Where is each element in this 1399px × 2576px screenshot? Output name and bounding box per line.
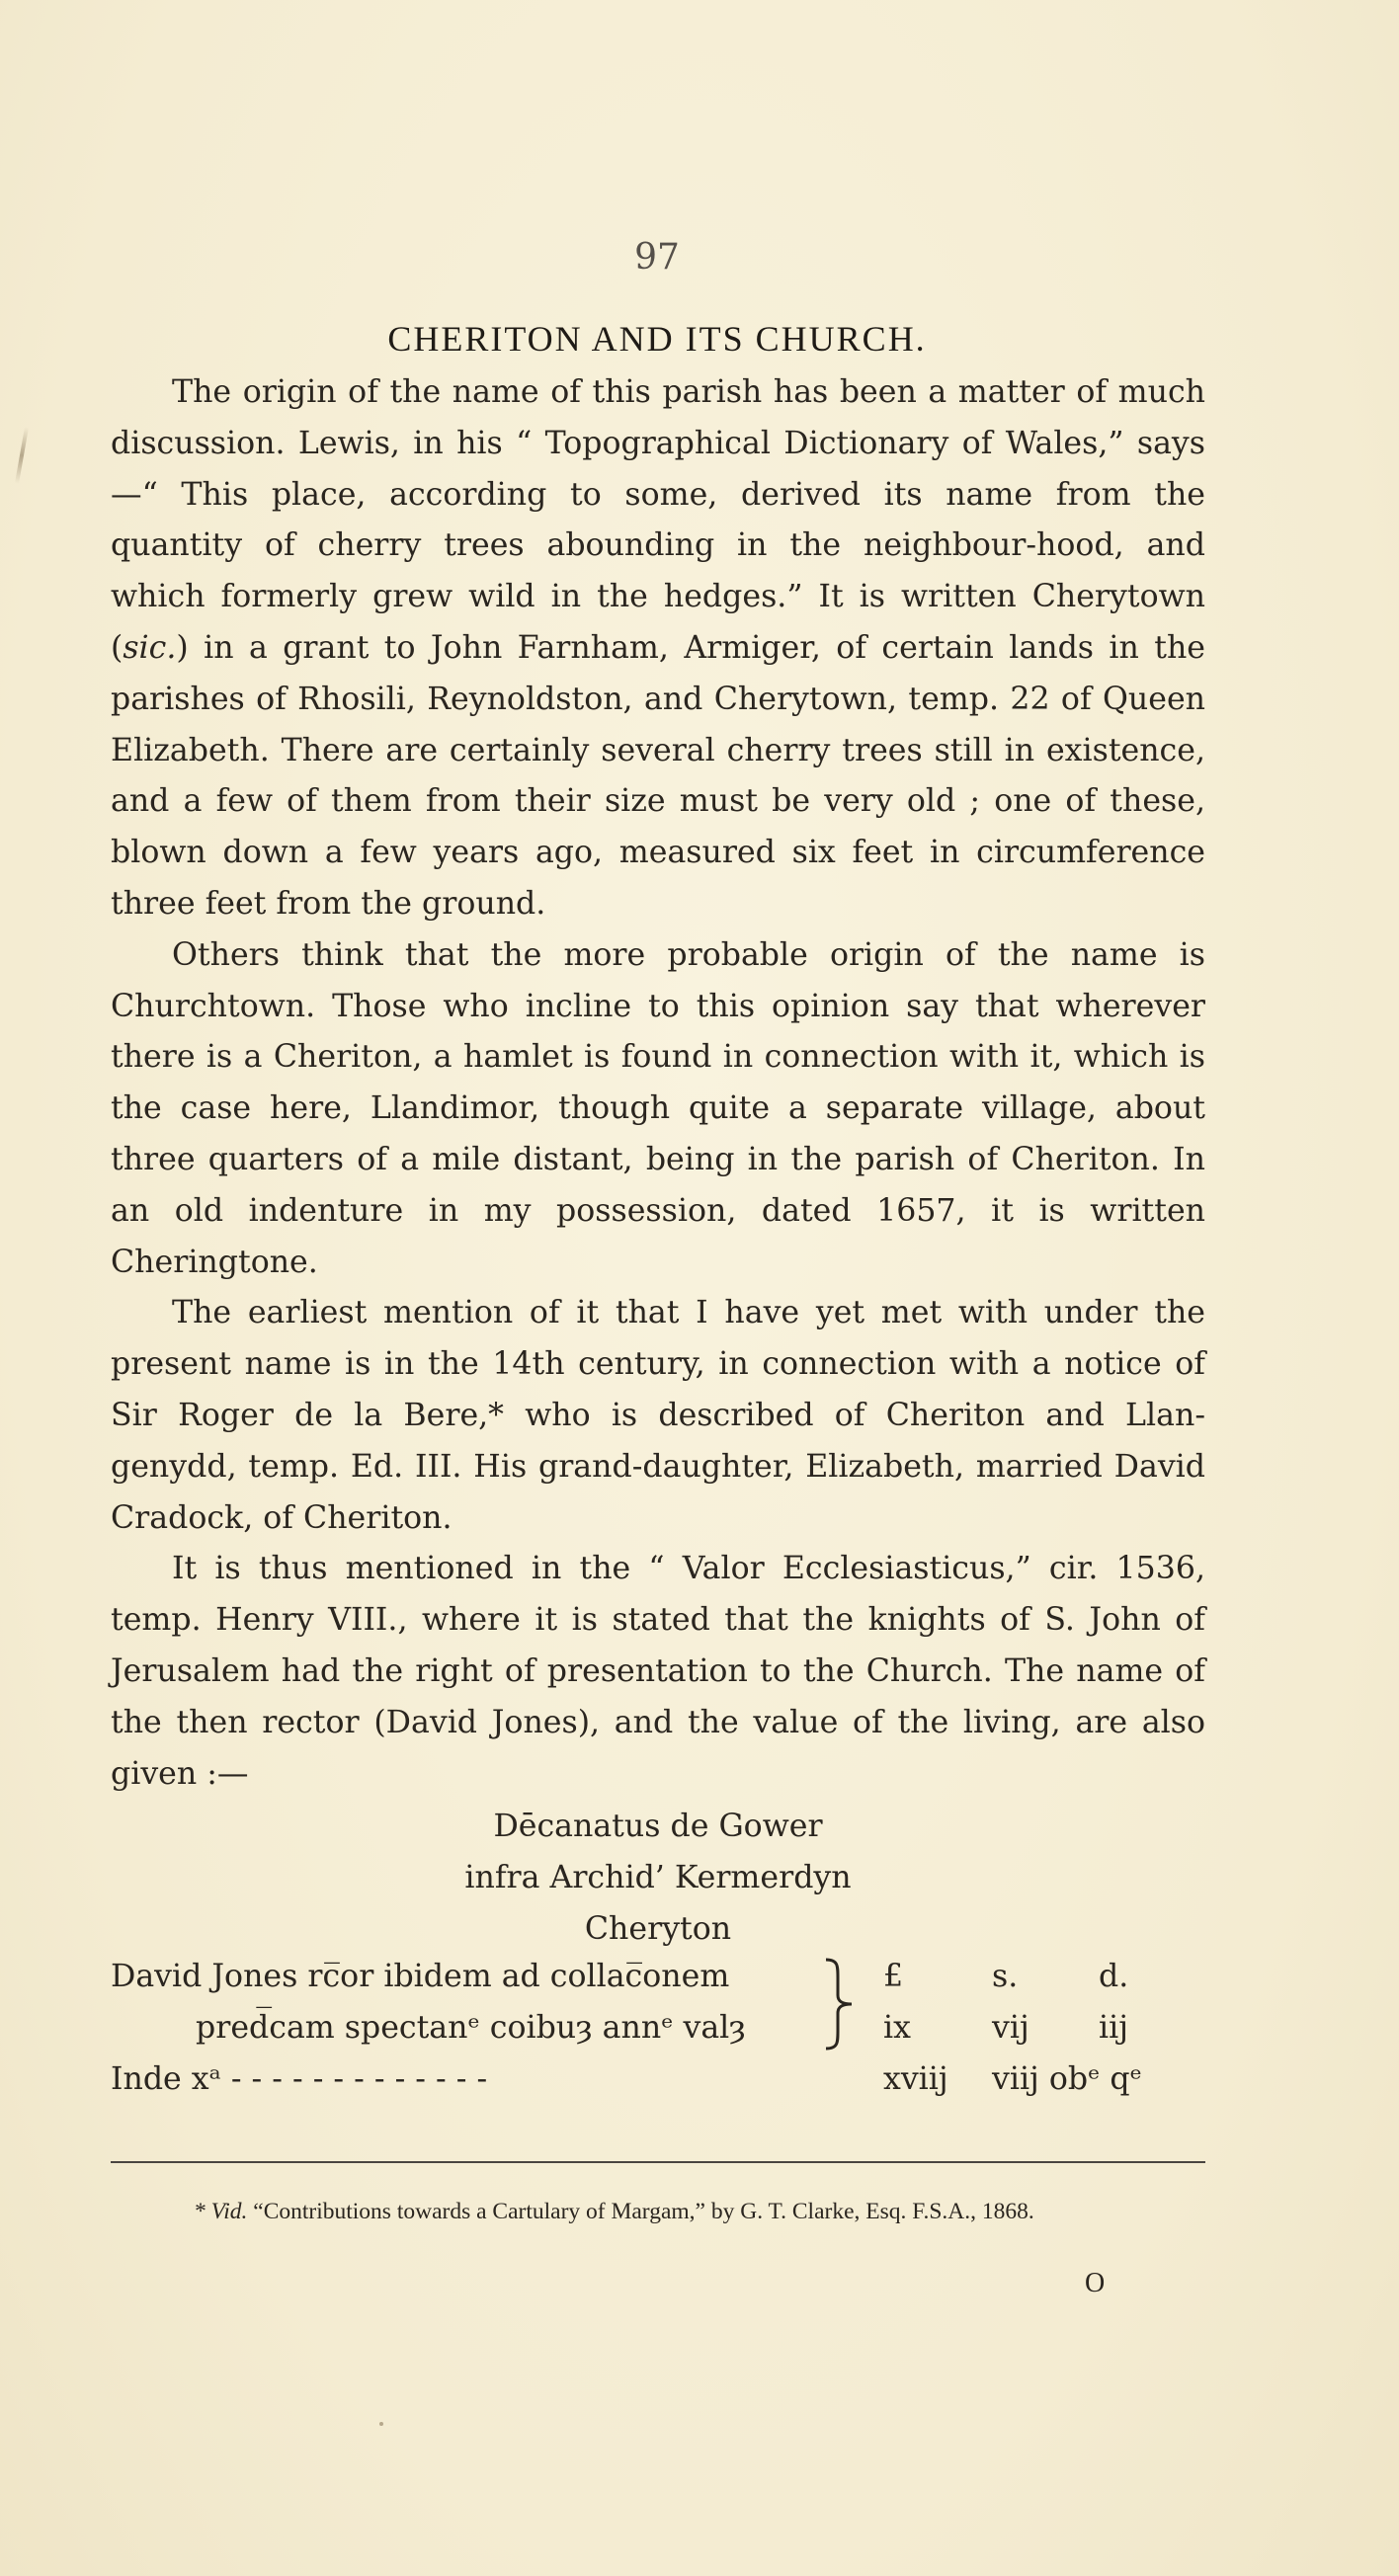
valor-tenth-rest: viij obᵉ qᵉ <box>992 2060 1142 2097</box>
valor-row-2-label: pred̅cam spectanᵉ coibuȝ annᵉ valȝ <box>196 2009 746 2046</box>
valor-pence-value: iij <box>1099 2009 1129 2046</box>
valor-pound-header: £ <box>883 1959 904 1994</box>
valor-row-1 <box>111 1952 1205 2003</box>
valor-parish: Cheryton <box>584 1910 732 1947</box>
valor-archdeaconry: infra Archid’ Kermerdyn <box>464 1859 852 1895</box>
paragraph-4: It is thus mentioned in the “ Valor Ecclesiasticus,” cir. 1536, temp. Henry VIII., where it is stated that the knights of S. John of Jerusalem had the right of presentation to the Church. The name of the then rector (David Jones), and the value of the living, are also given :— <box>111 1551 1205 1792</box>
paragraph-2: Others think that the more probable origin of the name is Churchtown. Those who incline to this opinion say that wherever there is a Cheriton, a hamlet is found in connection with it, which is the case here, Llandimor, though quite a separate village, about three quarters of a mile distant, being in the parish of Cheriton. In an old indenture in my possession, dated 1657, it is written Cheringtone. <box>111 936 1205 1280</box>
paragraph-1-text-a: The origin of the name of this parish has been a matter of much discussion. Lewis, in his “ Topographical Dictionary of Wales,” says—“ This place, according to some, derived its name from the quantity of cherry trees abounding in the neighbour-hood, and which formerly grew wild in the hedges.” It is written Cherytown ( <box>111 374 1205 666</box>
valor-shilling-value: vij <box>992 2009 1029 2046</box>
paragraph-1 <box>111 367 1205 930</box>
paragraph-3: The earliest mention of it that I have yet met with under the present name is in the 14th century, in connection with a notice of Sir Roger de la Bere,* who is described of Cheriton and Llan-genydd, temp. Ed. III. His grand-daughter, Elizabeth, married David Cradock, of Cheriton. <box>111 1295 1205 1536</box>
valor-row-3-label: Inde xᵃ - - - - - - - - - - - - - <box>111 2060 488 2097</box>
paragraph-1-text-b: ) in a grant to John Farnham, Armiger, of certain lands in the parishes of Rhosili, Reynoldston, and Cherytown, temp. 22 of Queen Elizabeth. There are certainly several cherry trees still in existence, and a few of them from their size must be very old ; one of these, blown down a few years ago, measured six feet in circumference three feet from the ground. <box>111 629 1205 922</box>
chapter-title: CHERITON AND ITS CHURCH. <box>387 319 927 359</box>
valor-tenth-pound: xviij <box>883 2060 948 2097</box>
valor-heading <box>111 1802 1205 1955</box>
footnote <box>111 2191 1205 2232</box>
valor-row-1-label: David Jones rc̅or ibidem ad collac̅onem <box>111 1959 730 1994</box>
margin-pencil-mark <box>15 427 29 484</box>
signature-mark: O <box>1085 2268 1106 2298</box>
valor-row-3 <box>111 2054 1205 2106</box>
sic-note: sic. <box>123 629 177 666</box>
paper-speck <box>379 2422 383 2426</box>
valor-table <box>111 1952 1205 2105</box>
brace-icon <box>822 1956 856 2053</box>
page-number: 97 <box>634 237 680 278</box>
valor-row-2 <box>111 2003 1205 2054</box>
footnote-text: “Contributions towards a Cartulary of Margam,” by G. T. Clarke, Esq. F.S.A., 1868. <box>247 2199 1034 2224</box>
footnote-marker: * Vid. <box>194 2199 248 2224</box>
body-text <box>111 367 1205 1800</box>
valor-deanery: Dēcanatus de Gower <box>493 1809 823 1844</box>
valor-pound-value: ix <box>883 2009 911 2046</box>
valor-pence-header: d. <box>1099 1959 1129 1994</box>
footnote-rule <box>111 2161 1205 2163</box>
valor-shilling-header: s. <box>992 1959 1019 1994</box>
